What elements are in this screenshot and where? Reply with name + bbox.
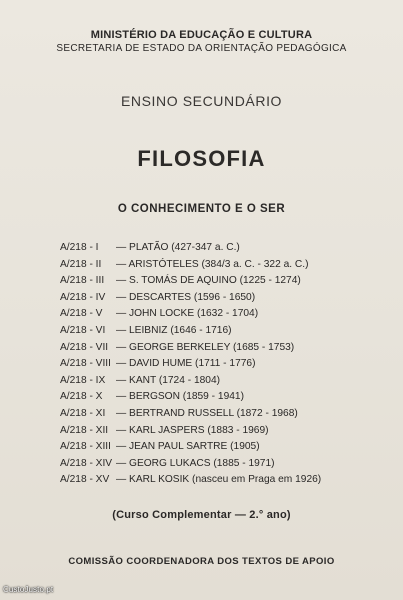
volume-author: — DAVID HUME (1711 - 1776) <box>116 358 256 370</box>
volume-author: — GEORGE BERKELEY (1685 - 1753) <box>116 341 295 353</box>
volume-code: A/218 - XIV <box>60 457 113 469</box>
volume-item <box>60 308 400 325</box>
secretaria-heading: SECRETARIA DE ESTADO DA ORIENTAÇÃO PEDAGÓGICA <box>56 43 347 54</box>
volume-code: A/218 - II <box>60 258 102 270</box>
volume-author: — KANT (1724 - 1804) <box>116 374 220 386</box>
volume-item <box>60 358 400 375</box>
volume-author: — BERTRAND RUSSELL (1872 - 1968) <box>116 407 298 419</box>
volume-code: A/218 - V <box>60 308 103 320</box>
volume-code: A/218 - XI <box>60 407 106 419</box>
volume-code: A/218 - IX <box>60 374 106 386</box>
volume-author: — BERGSON (1859 - 1941) <box>116 391 244 403</box>
volume-code: A/218 - X <box>60 391 103 403</box>
volume-code: A/218 - XV <box>60 474 110 486</box>
volume-item <box>60 391 400 408</box>
volume-item <box>60 375 400 392</box>
volume-author: — DESCARTES (1596 - 1650) <box>116 291 256 303</box>
volume-author: — KARL KOSIK (nasceu em Praga em 1926) <box>116 474 322 486</box>
volume-code: A/218 - VIII <box>60 358 111 370</box>
volume-author: — GEORG LUKACS (1885 - 1971) <box>116 457 275 469</box>
volume-author: — S. TOMÁS DE AQUINO (1225 - 1274) <box>116 275 301 287</box>
volume-list <box>60 242 400 491</box>
volume-item <box>60 259 400 276</box>
volume-item <box>60 408 400 425</box>
volume-author: — ARISTÓTELES (384/3 a. C. - 322 a. C.) <box>116 258 309 270</box>
ministry-heading: MINISTÉRIO DA EDUCAÇÃO E CULTURA <box>90 29 313 41</box>
volume-code: A/218 - VII <box>60 341 109 353</box>
course-label: (Curso Complementar — 2.° ano) <box>112 509 291 521</box>
book-subtitle: O CONHECIMENTO E O SER <box>117 203 286 215</box>
volume-code: A/218 - XIII <box>60 441 111 453</box>
volume-item <box>60 458 400 475</box>
volume-item <box>60 425 400 442</box>
volume-author: — LEIBNIZ (1646 - 1716) <box>116 324 232 336</box>
watermark: CustoJusto.pt <box>3 585 54 594</box>
volume-author: — PLATÃO (427-347 a. C.) <box>116 242 240 253</box>
volume-item <box>60 292 400 309</box>
volume-item <box>60 275 400 292</box>
volume-author: — JEAN PAUL SARTRE (1905) <box>116 441 260 453</box>
volume-author: — KARL JASPERS (1883 - 1969) <box>116 424 269 436</box>
volume-author: — JOHN LOCKE (1632 - 1704) <box>116 308 259 320</box>
volume-code: A/218 - I <box>60 242 99 253</box>
volume-item <box>60 342 400 359</box>
volume-code: A/218 - XII <box>60 424 109 436</box>
volume-code: A/218 - VI <box>60 324 106 336</box>
volume-item <box>60 474 400 491</box>
volume-item <box>60 325 400 342</box>
education-level: ENSINO SECUNDÁRIO <box>120 93 283 109</box>
commission-label: COMISSÃO COORDENADORA DOS TEXTOS DE APOIO <box>68 556 335 567</box>
volume-code: A/218 - IV <box>60 291 106 303</box>
volume-code: A/218 - III <box>60 275 105 287</box>
book-title: FILOSOFIA <box>137 146 266 171</box>
volume-item <box>60 242 400 259</box>
volume-item <box>60 441 400 458</box>
